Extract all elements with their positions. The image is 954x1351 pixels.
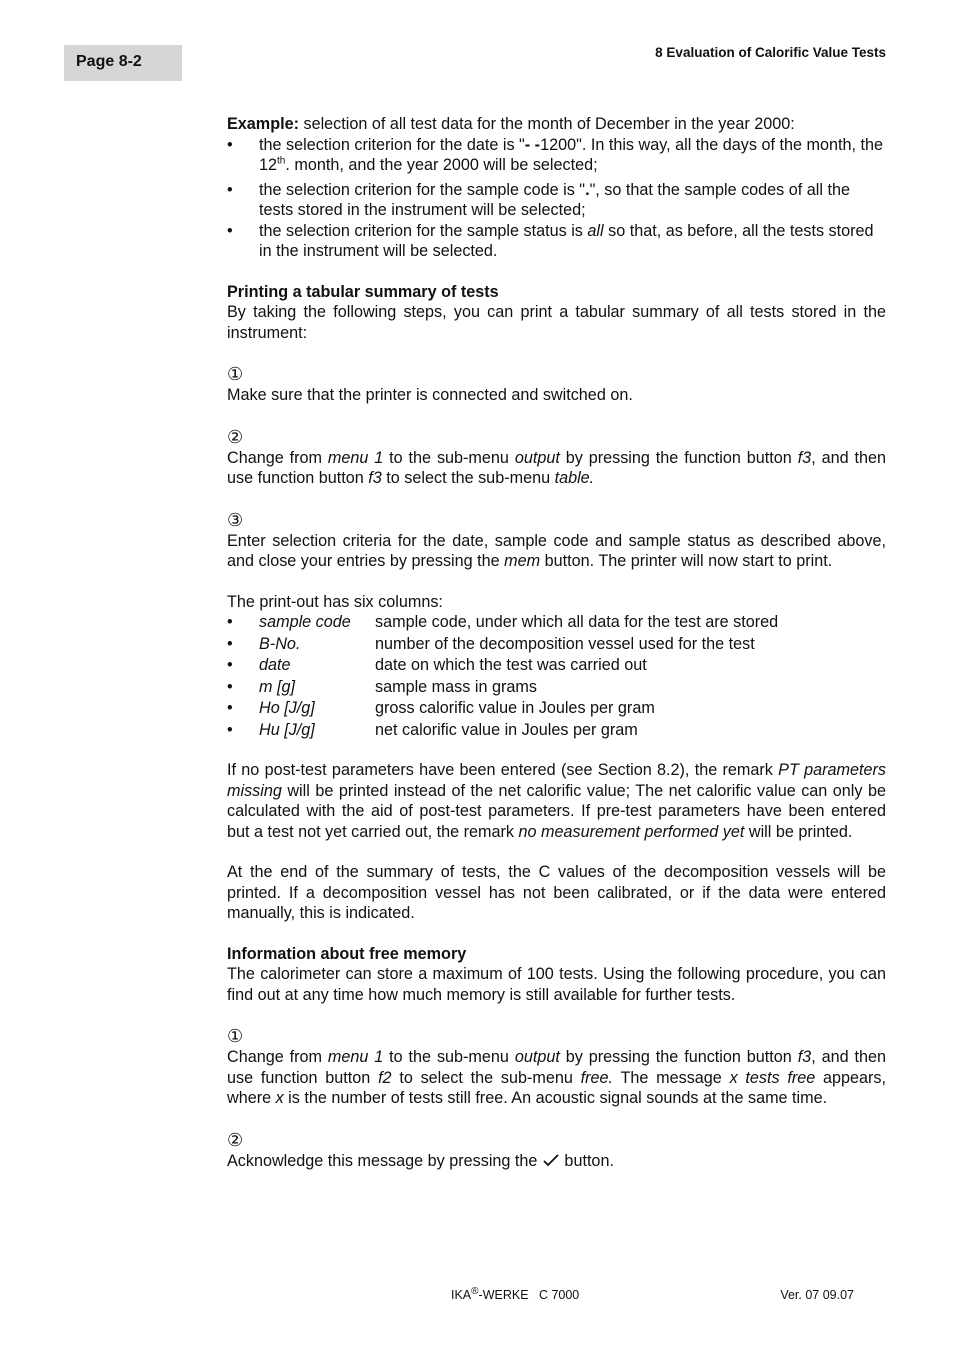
memory-step1: Change from menu 1 to the sub-menu output by pressing the function button f3, and then use function button f2 to select the sub-menu free. The message x tests free appears, where x is the number of tests still free. An acoustic signal sounds at the same time. (227, 1048, 886, 1107)
example-label: Example: (227, 115, 299, 133)
cvalues-paragraph: At the end of the summary of tests, the C values of the decomposition vessels will be printed. If a decomposition vessel has not been calibrated, or if the data were entered manually, this is indicated. (227, 863, 886, 922)
page-number-tab: Page 8-2 (64, 45, 182, 81)
printing-heading: Printing a tabular summary of tests (227, 282, 499, 301)
footer-brand: IKA®-WERKE C 7000 (451, 1285, 580, 1302)
step-marker: ③ (227, 509, 244, 530)
columns-list (227, 612, 886, 740)
printing-step1: Make sure that the printer is connected and switched on. (227, 386, 633, 404)
printing-intro: By taking the following steps, you can print a tabular summary of all tests stored in the instrument: (227, 303, 886, 342)
step-marker: ① (227, 364, 244, 384)
list-item: • the selection criterion for the sample code is ".", so that the sample codes of all the tests stored in the instrument will be selected; (227, 180, 886, 221)
list-item: • sample code sample code, under which all data for the test are stored (227, 612, 886, 633)
page-content (227, 114, 886, 1171)
printing-step3: Enter selection criteria for the date, sample code and sample status as described above, and close your entries by pressing the mem button. The printer will now start to print. (227, 531, 886, 570)
list-item: • Hu [J/g] net calorific value in Joules per gram (227, 720, 886, 741)
step-marker: ② (227, 1129, 244, 1150)
memory-step2: Acknowledge this message by pressing the button. (227, 1151, 614, 1170)
printing-step2: Change from menu 1 to the sub-menu output by pressing the function button f3, and then use function button f3 to select the sub-menu table. (227, 448, 886, 487)
footer-version: Ver. 07 09.07 (780, 1288, 854, 1302)
checkmark-icon (542, 1153, 560, 1167)
example-intro: Example: selection of all test data for the month of December in the year 2000: (227, 115, 795, 133)
list-item: • Ho [J/g] gross calorific value in Joules per gram (227, 698, 886, 719)
columns-intro: The print-out has six columns: (227, 592, 443, 611)
list-item: • the selection criterion for the sample status is all so that, as before, all the tests stored in the instrument will be selected. (227, 221, 886, 262)
step-marker: ① (227, 1026, 244, 1046)
list-item: • B-No. number of the decomposition vessel used for the test (227, 634, 886, 655)
memory-intro: The calorimeter can store a maximum of 100 tests. Using the following procedure, you can find out at any time how much memory is still available for further tests. (227, 965, 886, 1004)
list-item: • m [g] sample mass in grams (227, 677, 886, 698)
list-item: • date date on which the test was carried out (227, 655, 886, 676)
list-item: • the selection criterion for the date is "- -1200". In this way, all the days of the month, the 12th. month, and the year 2000 will be selected; (227, 135, 886, 176)
step-marker: ② (227, 426, 244, 447)
example-bullets (227, 135, 886, 262)
chapter-title: 8 Evaluation of Calorific Value Tests (655, 45, 886, 60)
memory-heading: Information about free memory (227, 944, 467, 963)
remark-paragraph: If no post-test parameters have been entered (see Section 8.2), the remark PT parameters missing will be printed instead of the net calorific value; The net calorific value can only be calculated with the aid of post-test parameters. If pre-test parameters have been entered but a test not yet carried out, the remark no measurement performed yet will be printed. (227, 761, 886, 841)
